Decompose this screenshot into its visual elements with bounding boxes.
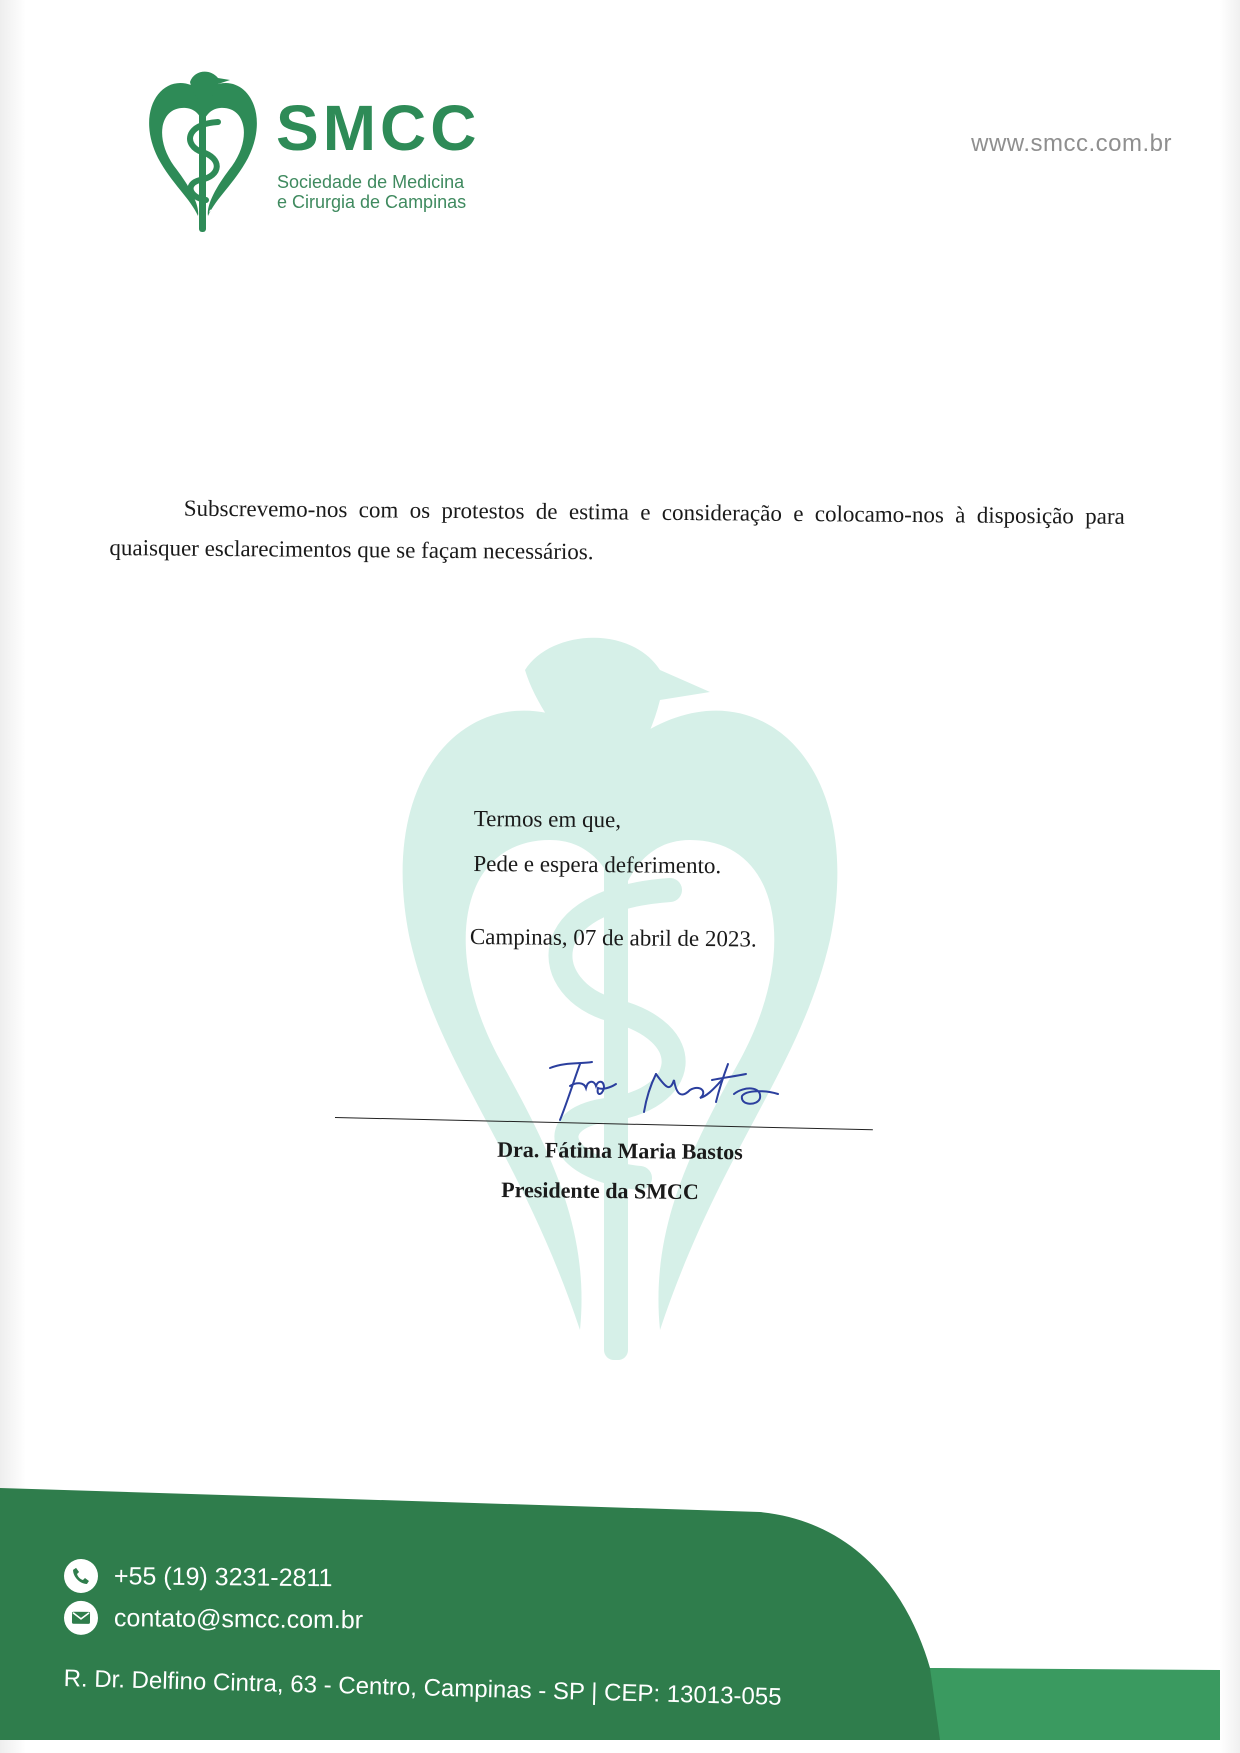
footer-phone	[64, 1559, 333, 1595]
letter-date: Campinas, 07 de abril de 2023.	[469, 924, 757, 952]
closing-line-1: Termos em que,	[473, 805, 622, 833]
phone-icon	[64, 1559, 98, 1593]
footer-address: R. Dr. Delfino Cintra, 63 - Centro, Campinas - SP | CEP: 13013-055	[63, 1665, 782, 1711]
signer-name: Dra. Fátima Maria Bastos	[497, 1136, 743, 1165]
smcc-logo-emblem-icon	[138, 66, 268, 234]
logo-year-text: 1925	[207, 196, 232, 220]
closing-line-2: Pede e espera deferimento.	[473, 850, 722, 879]
letter-body-paragraph: Subscrevemo-nos com os protestos de estima e consideração e colocamo-nos à disposição para quaisquer esclarecimentos que se façam necessários.	[109, 495, 1125, 565]
envelope-icon	[64, 1601, 98, 1635]
footer-email	[64, 1601, 363, 1638]
handwritten-signature	[540, 1050, 790, 1125]
logo-tagline	[277, 172, 517, 212]
email-address: contato@smcc.com.br	[113, 1603, 364, 1634]
logo-tagline-line-2: e Cirurgia de Campinas	[277, 192, 467, 212]
logo-tagline-line-1: Sociedade de Medicina	[277, 172, 465, 192]
phone-number: +55 (19) 3231-2811	[113, 1561, 333, 1592]
website-url: www.smcc.com.br	[971, 130, 1172, 157]
closing-block	[473, 796, 722, 888]
signer-title: Presidente da SMCC	[501, 1176, 699, 1205]
logo-wordmark: SMCC	[276, 92, 481, 164]
watermark-emblem-icon	[350, 630, 890, 1370]
